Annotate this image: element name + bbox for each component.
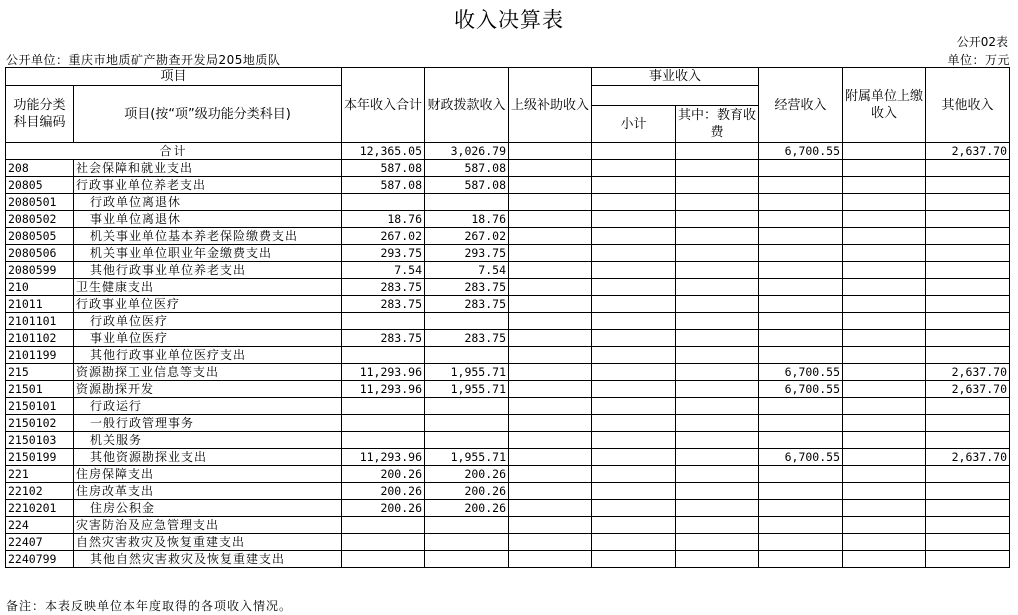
table-row — [6, 398, 1010, 415]
row-fiscal: 293.75 — [425, 245, 509, 262]
row-education — [676, 177, 759, 194]
unit-label: 单位：万元 — [947, 53, 1010, 67]
row-affiliated — [843, 534, 926, 551]
row-operating — [759, 177, 843, 194]
row-code: 2101101 — [6, 313, 74, 330]
table-row — [6, 330, 1010, 347]
table-row — [6, 415, 1010, 432]
row-total: 200.26 — [342, 500, 425, 517]
row-superior — [509, 245, 592, 262]
row-fiscal — [425, 347, 509, 364]
row-other — [926, 415, 1010, 432]
row-other — [926, 517, 1010, 534]
row-superior — [509, 466, 592, 483]
row-total: 587.08 — [342, 160, 425, 177]
item-name-header: 项目(按“项”级功能分类科目) — [74, 86, 342, 143]
row-affiliated — [843, 449, 926, 466]
row-superior — [509, 160, 592, 177]
row-total — [342, 347, 425, 364]
row-operating — [759, 415, 843, 432]
row-education — [676, 551, 759, 568]
row-total: 18.76 — [342, 211, 425, 228]
row-other — [926, 347, 1010, 364]
row-total: 11,293.96 — [342, 381, 425, 398]
table-row — [6, 449, 1010, 466]
total-row-label: 合计 — [6, 143, 342, 160]
row-total: 200.26 — [342, 483, 425, 500]
row-operating — [759, 160, 843, 177]
row-affiliated — [843, 211, 926, 228]
row-superior — [509, 415, 592, 432]
row-subtotal — [592, 330, 676, 347]
row-education — [676, 364, 759, 381]
row-subtotal — [592, 381, 676, 398]
row-education — [676, 245, 759, 262]
table-row — [6, 160, 1010, 177]
row-name: 自然灾害救灾及恢复重建支出 — [74, 534, 342, 551]
row-total: 7.54 — [342, 262, 425, 279]
total-row — [6, 143, 1010, 160]
row-code: 224 — [6, 517, 74, 534]
row-total — [342, 517, 425, 534]
row-operating — [759, 330, 843, 347]
row-affiliated — [843, 228, 926, 245]
row-operating — [759, 296, 843, 313]
row-operating — [759, 432, 843, 449]
row-name: 社会保障和就业支出 — [74, 160, 342, 177]
row-superior — [509, 449, 592, 466]
row-fiscal — [425, 551, 509, 568]
table-row — [6, 313, 1010, 330]
table-row — [6, 483, 1010, 500]
row-superior — [509, 398, 592, 415]
row-fiscal: 283.75 — [425, 296, 509, 313]
row-superior — [509, 347, 592, 364]
row-name: 住房公积金 — [74, 500, 342, 517]
row-subtotal — [592, 211, 676, 228]
row-total — [342, 415, 425, 432]
row-affiliated — [843, 279, 926, 296]
row-code: 208 — [6, 160, 74, 177]
row-total — [342, 534, 425, 551]
total-row-subtotal — [592, 143, 676, 160]
total-row-fiscal: 3,026.79 — [425, 143, 509, 160]
row-affiliated — [843, 466, 926, 483]
row-education — [676, 432, 759, 449]
row-name: 行政单位医疗 — [74, 313, 342, 330]
row-other — [926, 500, 1010, 517]
row-name: 卫生健康支出 — [74, 279, 342, 296]
row-total: 587.08 — [342, 177, 425, 194]
row-superior — [509, 432, 592, 449]
subtotal-header: 小计 — [592, 106, 676, 143]
row-affiliated — [843, 483, 926, 500]
row-name: 机关事业单位基本养老保险缴费支出 — [74, 228, 342, 245]
row-education — [676, 398, 759, 415]
row-code: 2101102 — [6, 330, 74, 347]
row-affiliated — [843, 415, 926, 432]
row-code: 2080502 — [6, 211, 74, 228]
row-other — [926, 313, 1010, 330]
row-fiscal: 267.02 — [425, 228, 509, 245]
row-total: 293.75 — [342, 245, 425, 262]
total-header: 本年收入合计 — [342, 68, 425, 143]
row-affiliated — [843, 245, 926, 262]
row-superior — [509, 534, 592, 551]
row-subtotal — [592, 415, 676, 432]
row-code: 2210201 — [6, 500, 74, 517]
row-education — [676, 160, 759, 177]
row-subtotal — [592, 160, 676, 177]
row-affiliated — [843, 398, 926, 415]
row-name: 其他自然灾害救灾及恢复重建支出 — [74, 551, 342, 568]
row-fiscal: 200.26 — [425, 500, 509, 517]
row-total — [342, 551, 425, 568]
row-other — [926, 262, 1010, 279]
row-subtotal — [592, 517, 676, 534]
row-fiscal: 1,955.71 — [425, 364, 509, 381]
row-education — [676, 279, 759, 296]
row-other — [926, 177, 1010, 194]
row-subtotal — [592, 245, 676, 262]
row-total — [342, 432, 425, 449]
row-education — [676, 415, 759, 432]
row-code: 2080501 — [6, 194, 74, 211]
row-subtotal — [592, 534, 676, 551]
row-code: 2080599 — [6, 262, 74, 279]
row-subtotal — [592, 551, 676, 568]
row-code: 2240799 — [6, 551, 74, 568]
row-affiliated — [843, 262, 926, 279]
row-education — [676, 449, 759, 466]
func-code-header: 功能分类科目编码 — [6, 86, 74, 143]
row-operating: 6,700.55 — [759, 449, 843, 466]
row-education — [676, 296, 759, 313]
row-fiscal: 587.08 — [425, 160, 509, 177]
row-code: 2150199 — [6, 449, 74, 466]
row-total — [342, 313, 425, 330]
row-total: 267.02 — [342, 228, 425, 245]
business-header: 事业收入 — [592, 68, 759, 86]
row-fiscal — [425, 517, 509, 534]
table-row — [6, 517, 1010, 534]
row-name: 资源勘探工业信息等支出 — [74, 364, 342, 381]
row-affiliated — [843, 364, 926, 381]
table-row — [6, 262, 1010, 279]
row-affiliated — [843, 330, 926, 347]
row-code: 210 — [6, 279, 74, 296]
row-operating — [759, 313, 843, 330]
row-code: 22102 — [6, 483, 74, 500]
table-note: 备注：本表反映单位本年度取得的各项收入情况。 — [6, 599, 293, 613]
row-subtotal — [592, 313, 676, 330]
row-subtotal — [592, 177, 676, 194]
row-operating — [759, 398, 843, 415]
table-row — [6, 177, 1010, 194]
row-total: 11,293.96 — [342, 449, 425, 466]
row-other — [926, 228, 1010, 245]
row-education — [676, 330, 759, 347]
row-fiscal: 200.26 — [425, 483, 509, 500]
row-other — [926, 330, 1010, 347]
row-name: 资源勘探开发 — [74, 381, 342, 398]
row-subtotal — [592, 347, 676, 364]
table-row — [6, 381, 1010, 398]
row-total: 283.75 — [342, 279, 425, 296]
row-affiliated — [843, 160, 926, 177]
table-row — [6, 347, 1010, 364]
row-total: 200.26 — [342, 466, 425, 483]
row-total: 283.75 — [342, 330, 425, 347]
row-code: 2150103 — [6, 432, 74, 449]
row-subtotal — [592, 228, 676, 245]
row-name: 行政单位离退休 — [74, 194, 342, 211]
row-subtotal — [592, 466, 676, 483]
fiscal-header: 财政拨款收入 — [425, 68, 509, 143]
table-body — [6, 143, 1010, 568]
row-subtotal — [592, 194, 676, 211]
row-subtotal — [592, 296, 676, 313]
row-superior — [509, 483, 592, 500]
table-row — [6, 279, 1010, 296]
row-subtotal — [592, 500, 676, 517]
row-superior — [509, 177, 592, 194]
row-operating: 6,700.55 — [759, 364, 843, 381]
row-affiliated — [843, 432, 926, 449]
row-superior — [509, 364, 592, 381]
row-name: 事业单位医疗 — [74, 330, 342, 347]
row-other — [926, 296, 1010, 313]
row-name: 其他行政事业单位医疗支出 — [74, 347, 342, 364]
project-header: 项目 — [6, 68, 342, 86]
row-subtotal — [592, 364, 676, 381]
row-operating — [759, 347, 843, 364]
row-superior — [509, 279, 592, 296]
table-header — [6, 68, 1010, 143]
table-row — [6, 466, 1010, 483]
row-code: 21011 — [6, 296, 74, 313]
row-other: 2,637.70 — [926, 449, 1010, 466]
row-education — [676, 534, 759, 551]
row-education — [676, 211, 759, 228]
row-superior — [509, 381, 592, 398]
row-name: 其他资源勘探业支出 — [74, 449, 342, 466]
table-row — [6, 228, 1010, 245]
row-education — [676, 500, 759, 517]
row-superior — [509, 330, 592, 347]
row-affiliated — [843, 500, 926, 517]
row-education — [676, 313, 759, 330]
total-row-education — [676, 143, 759, 160]
row-superior — [509, 551, 592, 568]
row-name: 行政运行 — [74, 398, 342, 415]
row-superior — [509, 517, 592, 534]
report-title: 收入决算表 — [454, 8, 564, 32]
row-fiscal: 283.75 — [425, 330, 509, 347]
row-name: 一般行政管理事务 — [74, 415, 342, 432]
table-row — [6, 432, 1010, 449]
row-fiscal — [425, 313, 509, 330]
row-code: 2080505 — [6, 228, 74, 245]
table-row — [6, 211, 1010, 228]
row-other — [926, 398, 1010, 415]
row-fiscal — [425, 398, 509, 415]
row-total: 283.75 — [342, 296, 425, 313]
row-total: 11,293.96 — [342, 364, 425, 381]
row-other: 2,637.70 — [926, 364, 1010, 381]
row-affiliated — [843, 381, 926, 398]
table-row — [6, 551, 1010, 568]
row-operating — [759, 534, 843, 551]
row-fiscal — [425, 194, 509, 211]
row-education — [676, 517, 759, 534]
row-operating — [759, 483, 843, 500]
row-education — [676, 466, 759, 483]
total-row-other: 2,637.70 — [926, 143, 1010, 160]
row-name: 住房保障支出 — [74, 466, 342, 483]
row-other — [926, 194, 1010, 211]
table-row — [6, 534, 1010, 551]
row-name: 事业单位离退休 — [74, 211, 342, 228]
row-other — [926, 483, 1010, 500]
table-row — [6, 245, 1010, 262]
row-superior — [509, 194, 592, 211]
row-education — [676, 381, 759, 398]
row-education — [676, 228, 759, 245]
row-education — [676, 347, 759, 364]
row-other — [926, 279, 1010, 296]
row-total — [342, 194, 425, 211]
row-superior — [509, 228, 592, 245]
row-name: 灾害防治及应急管理支出 — [74, 517, 342, 534]
row-subtotal — [592, 449, 676, 466]
row-other — [926, 432, 1010, 449]
row-operating — [759, 500, 843, 517]
education-header: 其中：教育收费 — [676, 106, 759, 143]
row-subtotal — [592, 483, 676, 500]
row-name: 住房改革支出 — [74, 483, 342, 500]
row-fiscal — [425, 432, 509, 449]
operating-header: 经营收入 — [759, 68, 843, 143]
row-code: 221 — [6, 466, 74, 483]
row-name: 行政事业单位医疗 — [74, 296, 342, 313]
income-table — [5, 67, 1010, 568]
row-fiscal — [425, 534, 509, 551]
row-subtotal — [592, 398, 676, 415]
row-affiliated — [843, 551, 926, 568]
row-operating — [759, 245, 843, 262]
row-operating — [759, 262, 843, 279]
row-affiliated — [843, 177, 926, 194]
row-fiscal: 587.08 — [425, 177, 509, 194]
row-name: 机关服务 — [74, 432, 342, 449]
row-affiliated — [843, 313, 926, 330]
row-other — [926, 160, 1010, 177]
row-subtotal — [592, 262, 676, 279]
table-row — [6, 364, 1010, 381]
report-meta-line — [6, 51, 1010, 67]
row-education — [676, 262, 759, 279]
total-row-superior — [509, 143, 592, 160]
row-code: 2080506 — [6, 245, 74, 262]
row-operating — [759, 228, 843, 245]
total-row-affiliated — [843, 143, 926, 160]
row-fiscal: 283.75 — [425, 279, 509, 296]
affiliated-header: 附属单位上缴收入 — [843, 68, 926, 143]
row-name: 其他行政事业单位养老支出 — [74, 262, 342, 279]
table-row — [6, 194, 1010, 211]
row-name: 行政事业单位养老支出 — [74, 177, 342, 194]
row-operating — [759, 466, 843, 483]
row-name: 机关事业单位职业年金缴费支出 — [74, 245, 342, 262]
total-row-total: 12,365.05 — [342, 143, 425, 160]
row-education — [676, 194, 759, 211]
row-superior — [509, 313, 592, 330]
form-number: 公开02表 — [956, 35, 1008, 49]
row-other: 2,637.70 — [926, 381, 1010, 398]
superior-header: 上级补助收入 — [509, 68, 592, 143]
row-subtotal — [592, 432, 676, 449]
row-fiscal — [425, 415, 509, 432]
row-fiscal: 1,955.71 — [425, 449, 509, 466]
total-row-operating: 6,700.55 — [759, 143, 843, 160]
row-code: 215 — [6, 364, 74, 381]
row-operating — [759, 211, 843, 228]
row-code: 2150101 — [6, 398, 74, 415]
other-header: 其他收入 — [926, 68, 1010, 143]
row-code: 2150102 — [6, 415, 74, 432]
row-education — [676, 483, 759, 500]
row-other — [926, 211, 1010, 228]
row-superior — [509, 262, 592, 279]
row-operating — [759, 279, 843, 296]
row-other — [926, 466, 1010, 483]
row-affiliated — [843, 296, 926, 313]
row-code: 2101199 — [6, 347, 74, 364]
row-operating: 6,700.55 — [759, 381, 843, 398]
row-affiliated — [843, 347, 926, 364]
row-fiscal: 1,955.71 — [425, 381, 509, 398]
row-code: 21501 — [6, 381, 74, 398]
row-other — [926, 245, 1010, 262]
row-fiscal: 7.54 — [425, 262, 509, 279]
row-subtotal — [592, 279, 676, 296]
row-total — [342, 398, 425, 415]
row-affiliated — [843, 517, 926, 534]
row-affiliated — [843, 194, 926, 211]
row-operating — [759, 551, 843, 568]
row-code: 20805 — [6, 177, 74, 194]
row-superior — [509, 296, 592, 313]
table-row — [6, 500, 1010, 517]
row-code: 22407 — [6, 534, 74, 551]
org-label: 公开单位：重庆市地质矿产勘查开发局205地质队 — [6, 53, 281, 67]
row-other — [926, 534, 1010, 551]
row-operating — [759, 517, 843, 534]
row-operating — [759, 194, 843, 211]
table-row — [6, 296, 1010, 313]
row-superior — [509, 500, 592, 517]
row-fiscal: 18.76 — [425, 211, 509, 228]
row-other — [926, 551, 1010, 568]
row-fiscal: 200.26 — [425, 466, 509, 483]
row-superior — [509, 211, 592, 228]
